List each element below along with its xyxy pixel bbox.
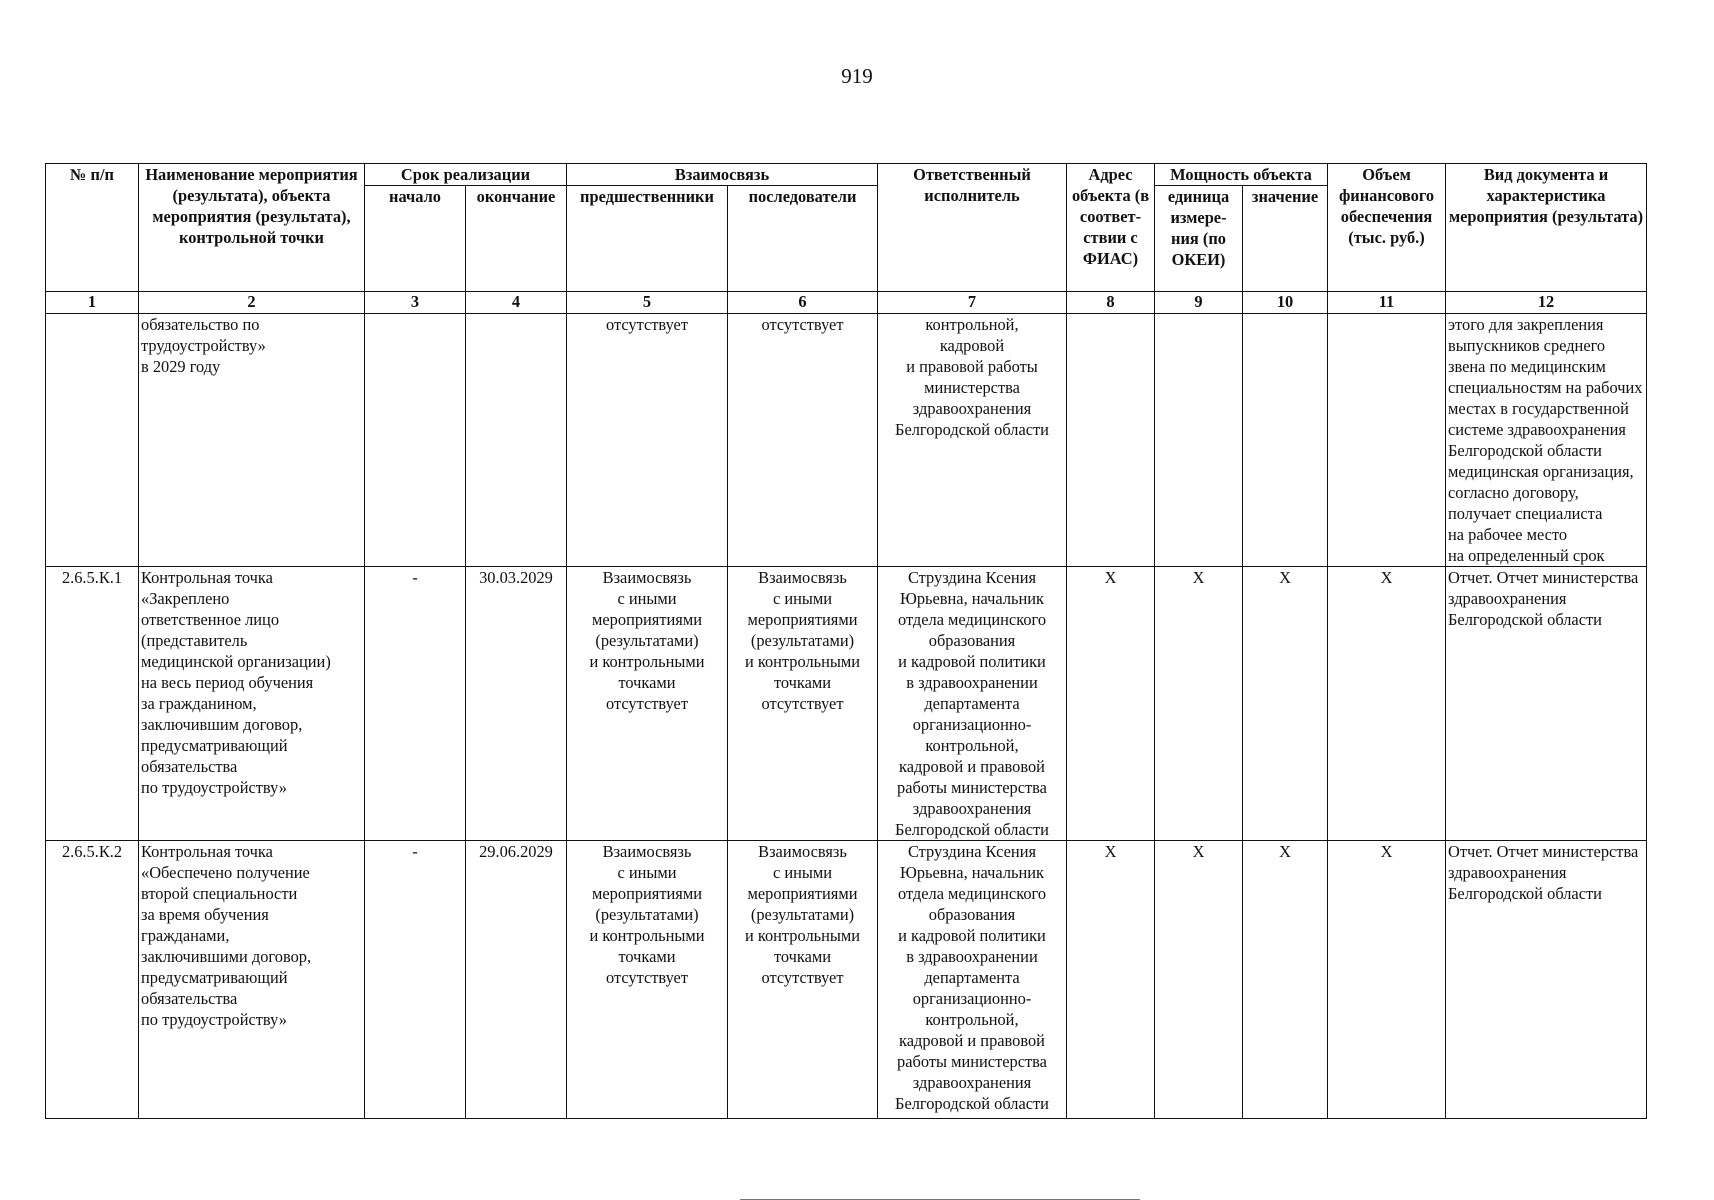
cell-prev xyxy=(567,841,728,1119)
header-link-group: Взаимосвязь xyxy=(567,164,878,186)
cell-line: этого для закрепления xyxy=(1448,315,1604,334)
cell-line: медицинская организация, xyxy=(1448,462,1634,481)
cell-line: ответственное лицо xyxy=(141,610,280,629)
cell-line: и кадровой политики xyxy=(898,926,1046,945)
column-number: 11 xyxy=(1328,292,1446,314)
cell-prev xyxy=(567,567,728,841)
cell-line: отсутствует xyxy=(761,694,844,713)
cell-line: отдела медицинского xyxy=(897,610,1047,629)
cell-line: с иными xyxy=(772,589,833,608)
cell-line: мероприятиями xyxy=(592,610,702,629)
cell-line: звена по медицинским xyxy=(1448,357,1606,376)
header-responsible: Ответственный исполнитель xyxy=(878,164,1067,292)
cell-line: по трудоустройству» xyxy=(141,778,287,797)
cell-address: Х xyxy=(1067,567,1155,841)
header-link-prev: предшественники xyxy=(567,186,728,292)
cell-next xyxy=(728,314,878,567)
table-row xyxy=(46,567,1647,841)
column-number: 4 xyxy=(466,292,567,314)
cell-line: заключившими договор, xyxy=(141,947,312,966)
header-document: Вид документа и характеристика мероприятия (результата) xyxy=(1446,164,1647,292)
cell-line: здравоохранения xyxy=(912,799,1032,818)
column-number-row xyxy=(46,292,1647,314)
cell-line: кадровой и правовой xyxy=(899,1031,1045,1050)
cell-line: в здравоохранении xyxy=(906,947,1038,966)
cell-line: отсутствует xyxy=(606,694,688,713)
cell-line: контрольной, xyxy=(925,1010,1019,1029)
table-row xyxy=(46,841,1647,1119)
cell-line: отдела медицинского xyxy=(897,884,1047,903)
header-term-end: окончание xyxy=(466,186,567,292)
cell-start xyxy=(365,314,466,567)
cell-line: предусматривающий xyxy=(141,968,288,987)
cell-name xyxy=(139,567,365,841)
cell-line: работы министерства xyxy=(897,1052,1047,1071)
cell-line: работы министерства xyxy=(897,778,1047,797)
header-num: № п/п xyxy=(46,164,139,292)
column-number: 5 xyxy=(567,292,728,314)
cell-line: «Закреплено xyxy=(141,589,230,608)
cell-line: (результатами) xyxy=(750,905,855,924)
cell-line: Струздина Ксения xyxy=(907,842,1037,861)
cell-line: Взаимосвязь xyxy=(758,842,847,861)
cell-line: Белгородской области xyxy=(895,820,1049,839)
column-number: 7 xyxy=(878,292,1067,314)
cell-name xyxy=(139,841,365,1119)
cell-num: 2.6.5.К.1 xyxy=(46,567,139,841)
cell-line: образования xyxy=(928,905,1016,924)
cell-line: точками xyxy=(773,947,832,966)
cell-line: согласно договору, xyxy=(1448,483,1579,502)
cell-line: за гражданином, xyxy=(141,694,257,713)
cell-line: здравоохранения xyxy=(912,1073,1032,1092)
cell-line: Взаимосвязь xyxy=(602,842,692,861)
cell-address xyxy=(1067,314,1155,567)
cell-line: обязательства xyxy=(141,989,238,1008)
cell-line: и контрольными xyxy=(589,926,705,945)
cell-line: Струздина Ксения xyxy=(907,568,1037,587)
cell-funding xyxy=(1328,314,1446,567)
cell-next xyxy=(728,841,878,1119)
cell-line: выпускников среднего xyxy=(1448,336,1606,355)
cell-line: обязательство по xyxy=(141,315,260,334)
cell-end: 29.06.2029 xyxy=(466,841,567,1119)
cell-end xyxy=(466,314,567,567)
cell-line: здравоохранения xyxy=(1448,589,1567,608)
cell-line: Белгородской области xyxy=(1448,884,1602,903)
cell-document xyxy=(1446,841,1647,1119)
cell-line: Белгородской области xyxy=(1448,610,1602,629)
cell-name xyxy=(139,314,365,567)
cell-line: департамента xyxy=(924,694,1020,713)
cell-line: мероприятиями xyxy=(747,884,858,903)
column-number: 3 xyxy=(365,292,466,314)
cell-line: заключившим договор, xyxy=(141,715,303,734)
cell-document xyxy=(1446,314,1647,567)
cell-line: в 2029 году xyxy=(141,357,221,376)
cell-line: специальностям на рабочих xyxy=(1448,378,1643,397)
cell-document xyxy=(1446,567,1647,841)
cell-line: организационно- xyxy=(912,989,1032,1008)
cell-line: контрольной, xyxy=(925,736,1019,755)
cell-line: на весь период обучения xyxy=(141,673,314,692)
table-row xyxy=(46,314,1647,567)
cell-line: Взаимосвязь xyxy=(602,568,692,587)
cell-line: системе здравоохранения xyxy=(1448,420,1626,439)
cell-line: Контрольная точка xyxy=(141,568,273,587)
cell-line: предусматривающий xyxy=(141,736,288,755)
cell-line: на рабочее место xyxy=(1448,525,1568,544)
cell-line: Отчет. Отчет министерства xyxy=(1448,842,1639,861)
cell-responsible xyxy=(878,314,1067,567)
cell-line: департамента xyxy=(924,968,1020,987)
cell-line: получает специалиста xyxy=(1448,504,1603,523)
cell-line: отсутствует xyxy=(761,315,844,334)
column-number: 10 xyxy=(1243,292,1328,314)
cell-line: с иными xyxy=(617,863,677,882)
cell-address: Х xyxy=(1067,841,1155,1119)
header-link-next: последователи xyxy=(728,186,878,292)
column-number: 6 xyxy=(728,292,878,314)
cell-line: местах в государственной xyxy=(1448,399,1629,418)
cell-line: обязательства xyxy=(141,757,238,776)
page-number: 919 xyxy=(841,64,873,88)
header-funding: Объем финансового обеспечения (тыс. руб.) xyxy=(1328,164,1446,292)
cell-line: на определенный срок xyxy=(1448,546,1605,565)
header-name: Наименование мероприятия (результата), объекта мероприятия (результата), контрольной точки xyxy=(139,164,365,292)
cell-line: отсутствует xyxy=(606,968,688,987)
cell-value xyxy=(1243,314,1328,567)
cell-line: Белгородской области xyxy=(895,1094,1049,1113)
header-capacity-group: Мощность объекта xyxy=(1155,164,1328,186)
cell-line: и контрольными xyxy=(744,926,861,945)
header-capacity-unit: единица измере-ния (по ОКЕИ) xyxy=(1155,186,1243,292)
cell-line: Взаимосвязь xyxy=(758,568,847,587)
cell-line: Юрьевна, начальник xyxy=(900,863,1044,882)
cell-funding: Х xyxy=(1328,841,1446,1119)
cell-line: (результатами) xyxy=(750,631,855,650)
cell-line: точками xyxy=(618,947,676,966)
cell-line: министерства xyxy=(924,378,1020,397)
cell-end: 30.03.2029 xyxy=(466,567,567,841)
column-number: 9 xyxy=(1155,292,1243,314)
cell-unit xyxy=(1155,314,1243,567)
cell-line: точками xyxy=(618,673,676,692)
cell-line: за время обучения xyxy=(141,905,269,924)
cell-line: кадровой xyxy=(939,336,1005,355)
cell-line: гражданами, xyxy=(141,926,230,945)
cell-line: Отчет. Отчет министерства xyxy=(1448,568,1639,587)
cell-line: здравоохранения xyxy=(912,399,1032,418)
header-term-group: Срок реализации xyxy=(365,164,567,186)
cell-next xyxy=(728,567,878,841)
header-term-start: начало xyxy=(365,186,466,292)
cell-line: (результатами) xyxy=(595,631,699,650)
cell-line: и контрольными xyxy=(744,652,861,671)
cell-line: с иными xyxy=(772,863,833,882)
cell-num: 2.6.5.К.2 xyxy=(46,841,139,1119)
cell-line: «Обеспечено получение xyxy=(141,863,310,882)
cell-responsible xyxy=(878,567,1067,841)
cell-line: и контрольными xyxy=(589,652,705,671)
plan-table xyxy=(45,163,1647,1119)
cell-value: Х xyxy=(1243,567,1328,841)
cell-line: Юрьевна, начальник xyxy=(900,589,1044,608)
cell-line: точками xyxy=(773,673,832,692)
column-number: 8 xyxy=(1067,292,1155,314)
cell-line: кадровой и правовой xyxy=(899,757,1045,776)
cell-line: отсутствует xyxy=(606,315,688,334)
cell-line: в здравоохранении xyxy=(906,673,1038,692)
cell-line: мероприятиями xyxy=(747,610,858,629)
cell-line: здравоохранения xyxy=(1448,863,1567,882)
cell-line: и кадровой политики xyxy=(898,652,1046,671)
cell-responsible xyxy=(878,841,1067,1119)
cell-line: отсутствует xyxy=(761,968,844,987)
header-capacity-value: значение xyxy=(1243,186,1328,292)
cell-line: организационно- xyxy=(912,715,1032,734)
cell-line: контрольной, xyxy=(925,315,1019,334)
header-address: Адрес объекта (в соответ-ствии с ФИАС) xyxy=(1067,164,1155,292)
cell-line: (представитель xyxy=(141,631,248,650)
cell-prev xyxy=(567,314,728,567)
cell-line: Белгородской области xyxy=(895,420,1049,439)
cell-value: Х xyxy=(1243,841,1328,1119)
cell-line: трудоустройству» xyxy=(141,336,266,355)
cell-line: (результатами) xyxy=(595,905,699,924)
cell-unit: Х xyxy=(1155,567,1243,841)
column-number: 2 xyxy=(139,292,365,314)
cell-num xyxy=(46,314,139,567)
cell-line: второй специальности xyxy=(141,884,298,903)
cell-start: - xyxy=(365,567,466,841)
cell-unit: Х xyxy=(1155,841,1243,1119)
column-number: 1 xyxy=(46,292,139,314)
cell-line: с иными xyxy=(617,589,677,608)
cell-line: Контрольная точка xyxy=(141,842,273,861)
cell-line: мероприятиями xyxy=(592,884,702,903)
cell-funding: Х xyxy=(1328,567,1446,841)
cell-line: и правовой работы xyxy=(906,357,1038,376)
cell-start: - xyxy=(365,841,466,1119)
cell-line: по трудоустройству» xyxy=(141,1010,287,1029)
cell-line: Белгородской области xyxy=(1448,441,1602,460)
cell-line: образования xyxy=(928,631,1016,650)
cell-line: медицинской организации) xyxy=(141,652,331,671)
column-number: 12 xyxy=(1446,292,1647,314)
